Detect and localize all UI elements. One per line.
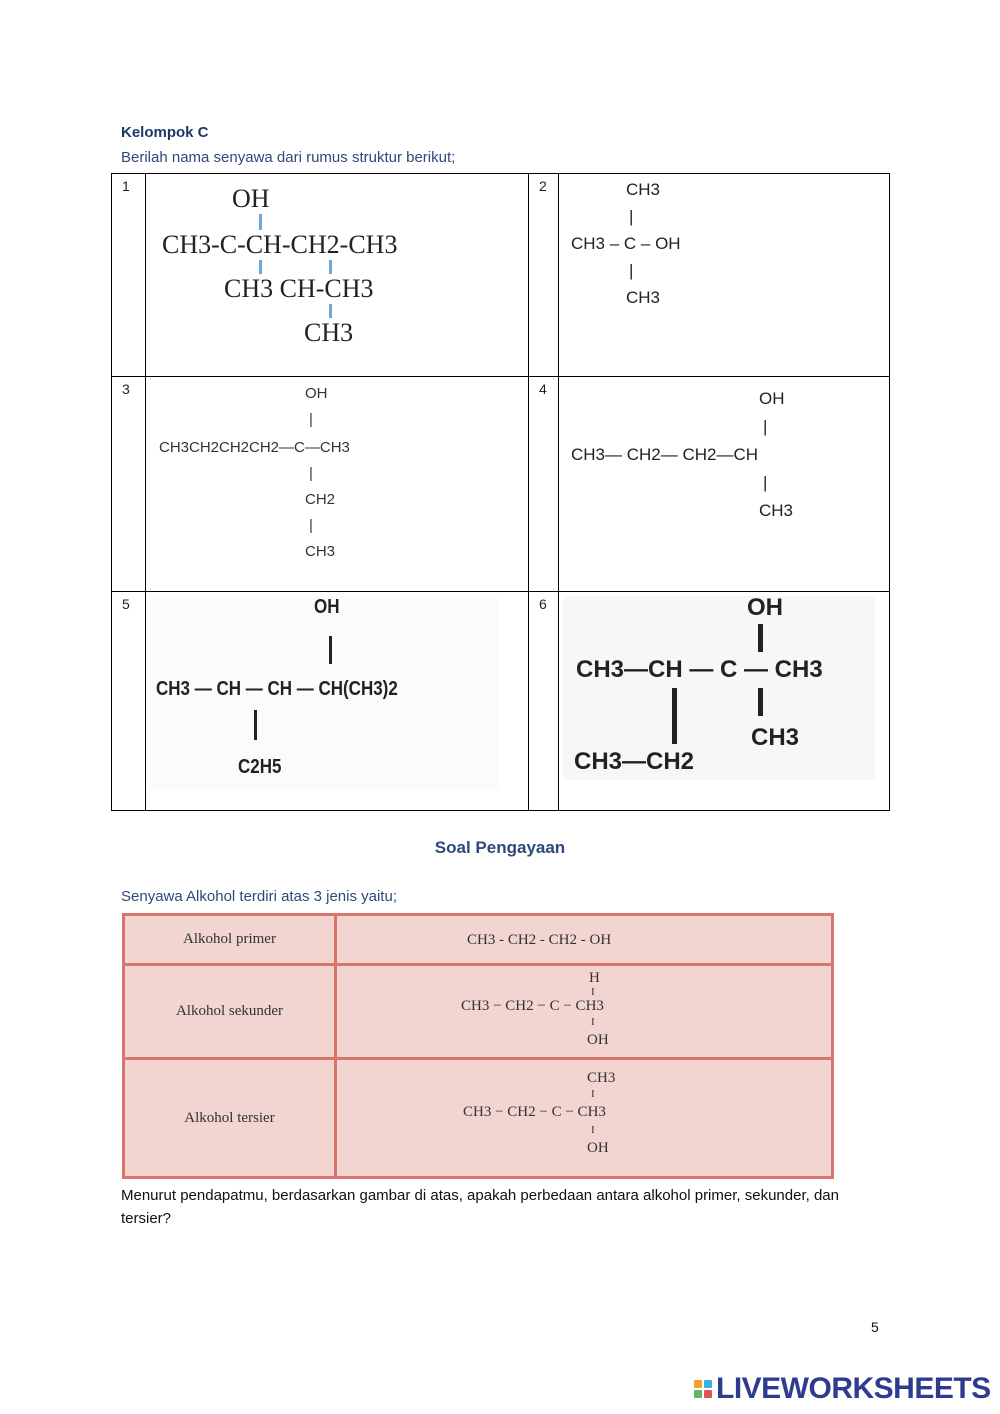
structure-grid — [111, 173, 890, 811]
formula-line: OH — [759, 389, 785, 408]
formula-line: CH3 — [626, 288, 661, 307]
structure-5 — [146, 592, 529, 811]
formula-line: CH3—CH2 — [574, 748, 695, 775]
formula-line: | — [763, 473, 768, 492]
formula-line: CH3 - CH2 - CH2 - OH — [467, 932, 612, 948]
brand-name: LIVEWORKSHEETS — [716, 1372, 991, 1405]
page-number: 5 — [871, 1319, 879, 1335]
formula-line: CH3 — [304, 318, 354, 347]
formula-line: CH2 — [305, 491, 336, 508]
item-number: 4 — [529, 377, 559, 592]
formula-line: CH3-C-CH-CH2-CH3 — [162, 230, 398, 259]
structure-2 — [559, 174, 890, 377]
formula-line: | — [629, 261, 634, 280]
item-number: 3 — [112, 377, 146, 592]
formula-line: OH — [305, 385, 328, 402]
enrichment-title: Soal Pengayaan — [434, 838, 566, 857]
formula-line: CH3 — [751, 724, 800, 751]
item-number: 1 — [112, 174, 146, 377]
formula-line: H — [589, 970, 600, 986]
formula-line: | — [629, 207, 634, 226]
group-heading: Kelompok C — [121, 124, 209, 141]
formula-line: CH3 — [587, 1070, 616, 1086]
alcohol-type-label: Alkohol sekunder — [124, 965, 336, 1059]
alcohol-type-formula: H I CH3 − CH2 − C − CH3 I OH — [336, 965, 833, 1059]
formula-line: | — [309, 411, 313, 428]
formula-line: C2H5 — [238, 756, 282, 778]
enrichment-question: Menurut pendapatmu, berdasarkan gambar di atas, apakah perbedaan antara alkohol primer, sekunder, dan tersier? — [121, 1187, 839, 1227]
formula-line: OH — [232, 184, 270, 213]
alcohol-type-label: Alkohol primer — [124, 915, 336, 965]
formula-line: | — [309, 465, 313, 482]
structure-4 — [559, 377, 890, 592]
alcohol-types-table — [122, 913, 834, 1179]
formula-line: CH3CH2CH2CH2—C—CH3 — [159, 439, 350, 456]
formula-line: CH3 − CH2 − C − CH3 — [463, 1104, 606, 1120]
formula-line: OH — [587, 1140, 609, 1156]
structure-6 — [559, 592, 890, 811]
item-number: 5 — [112, 592, 146, 811]
instruction-text: Berilah nama senyawa dari rumus struktur berikut; — [121, 149, 456, 166]
alcohol-type-label: Alkohol tersier — [124, 1059, 336, 1178]
formula-line: OH — [747, 594, 783, 621]
formula-line: CH3—CH — C — CH3 — [576, 656, 823, 683]
formula-line: CH3 — [759, 501, 794, 520]
formula-line: | — [309, 517, 313, 534]
formula-line: CH3— CH2— CH2—CH — [571, 445, 759, 464]
item-number: 6 — [529, 592, 559, 811]
alcohol-type-formula: CH3 I CH3 − CH2 − C − CH3 I OH — [336, 1059, 833, 1178]
formula-line: CH3 — CH — CH — CH(CH3)2 — [156, 678, 398, 700]
logo-grid-icon — [694, 1380, 712, 1398]
formula-line: OH — [587, 1032, 609, 1048]
enrichment-intro: Senyawa Alkohol terdiri atas 3 jenis yaitu; — [121, 888, 397, 905]
formula-line: | — [763, 417, 768, 436]
alcohol-type-formula — [336, 915, 833, 965]
formula-line: CH3 − CH2 − C − CH3 — [461, 998, 604, 1014]
liveworksheets-logo[interactable] — [694, 1374, 991, 1404]
structure-3 — [146, 377, 529, 592]
structure-1 — [146, 174, 529, 377]
formula-line: CH3 – C – OH — [571, 234, 681, 253]
formula-line: CH3 — [305, 543, 336, 560]
formula-line: CH3 CH-CH3 — [224, 274, 374, 303]
item-number: 2 — [529, 174, 559, 377]
formula-line: CH3 — [626, 180, 661, 199]
formula-line: OH — [314, 596, 340, 618]
